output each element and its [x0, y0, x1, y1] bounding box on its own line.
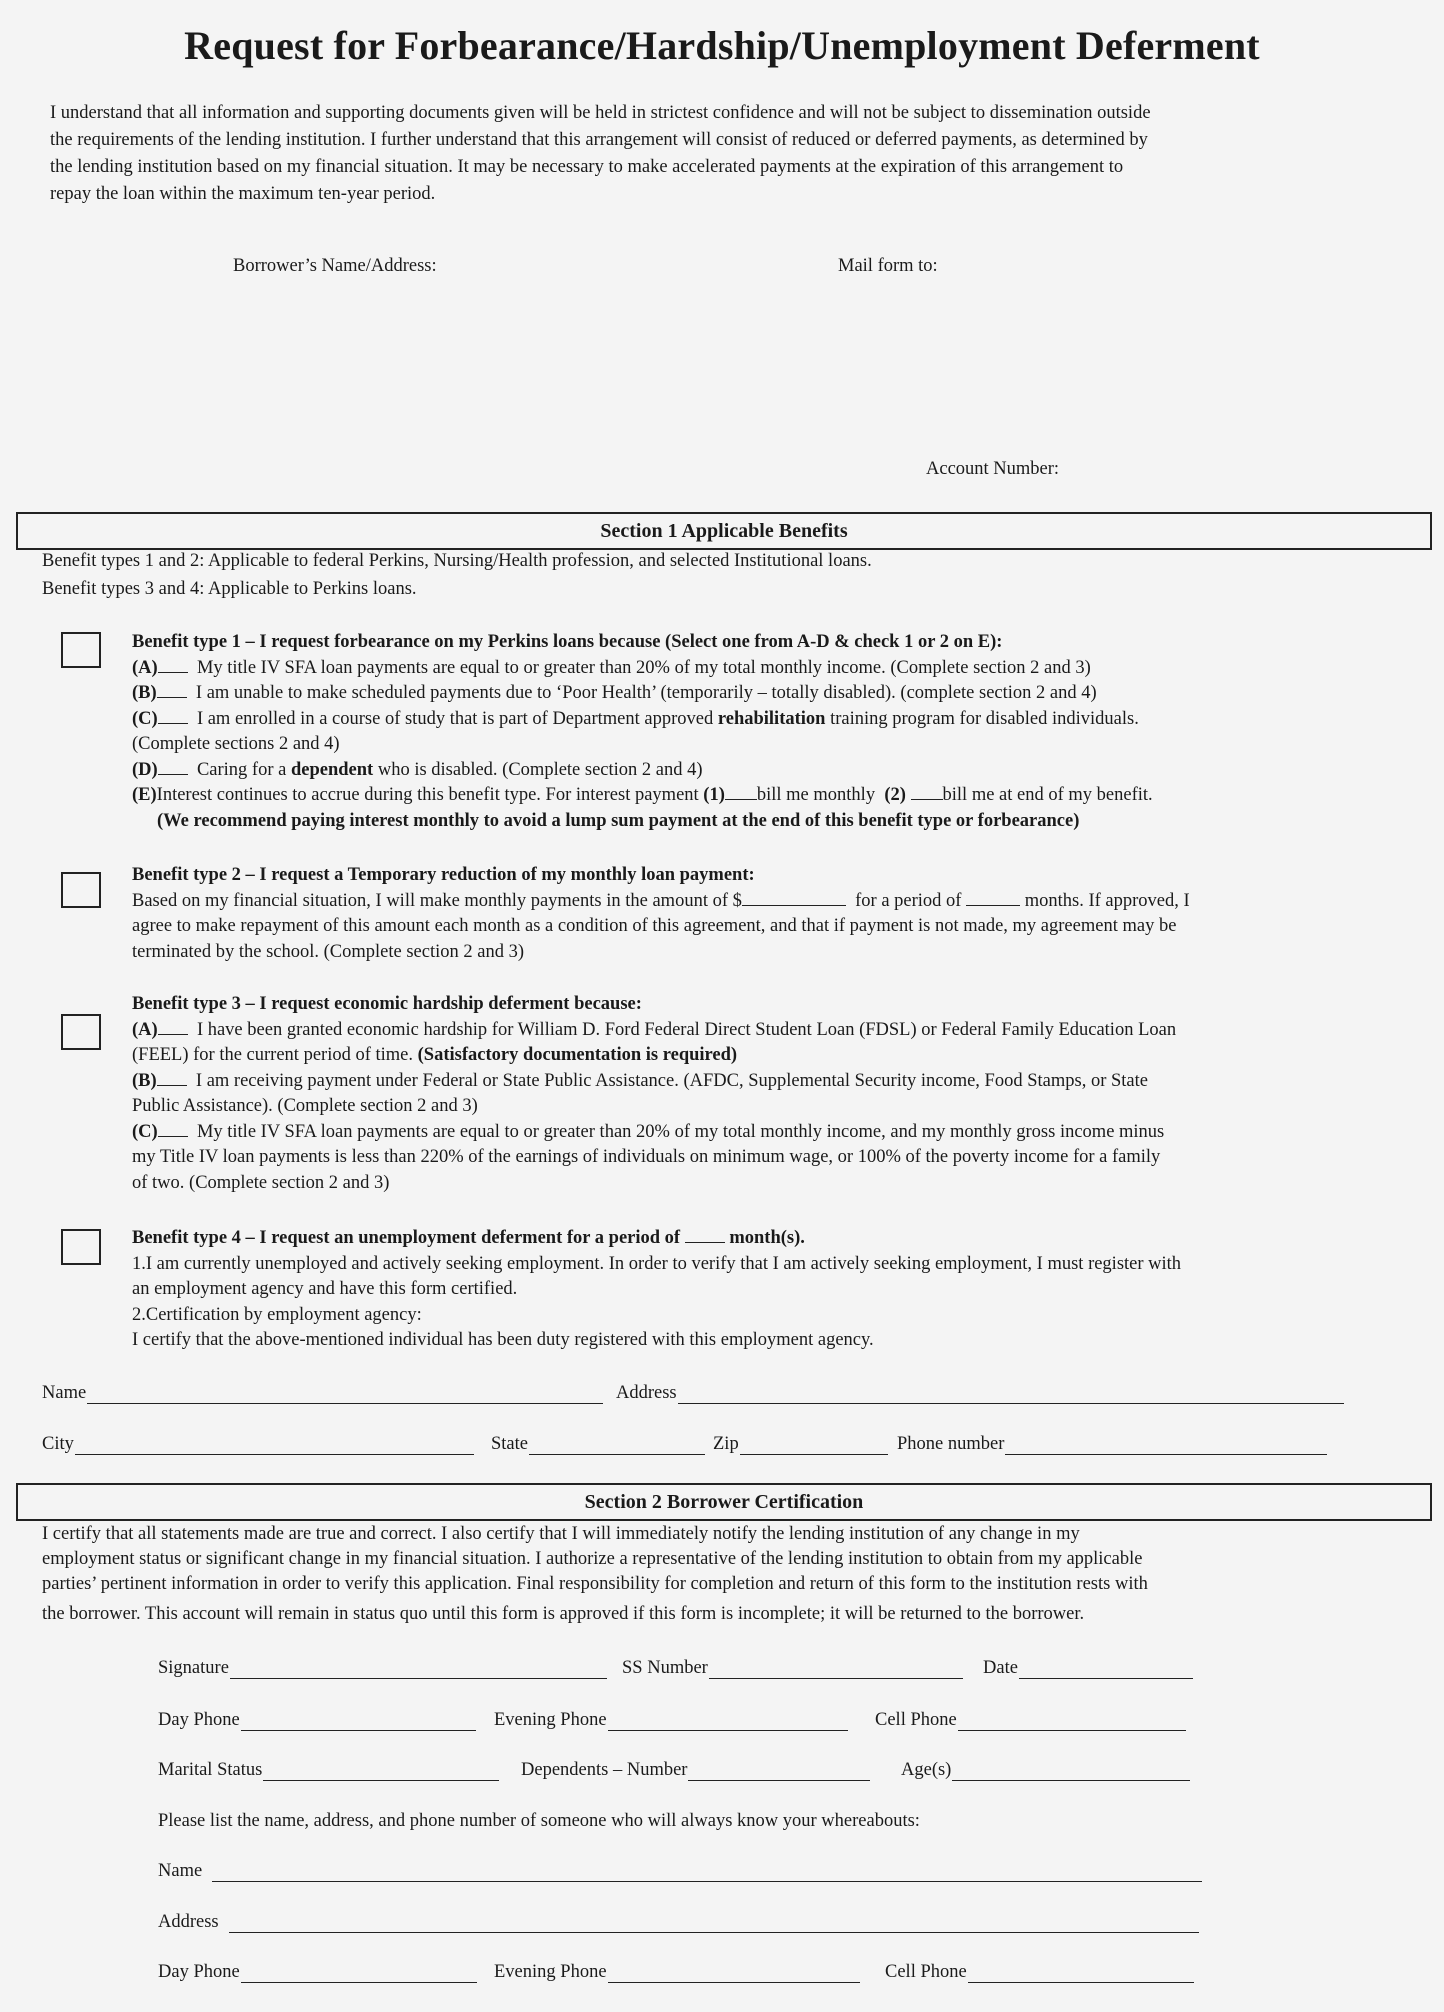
section1-header: [16, 512, 1432, 550]
intro-line: the requirements of the lending institution. I further understand that this arrangement will consist of reduced or deferred payments, as determined by: [50, 130, 1148, 150]
reference-evening-phone-line[interactable]: [608, 1966, 860, 1983]
hardship-a-bold: (Satisfactory documentation is required): [417, 1045, 738, 1065]
option-c-bold: rehabilitation: [717, 708, 826, 729]
agency-address-line[interactable]: [678, 1387, 1344, 1404]
benefit-3-heading: Benefit type 3 – I request economic hardship deferment because:: [132, 994, 642, 1014]
benefit-2-period-text: for a period of: [855, 890, 967, 911]
section2-line: I certify that all statements made are true and correct. I also certify that I will immediately notify the lending institution of any change in my: [42, 1524, 1080, 1544]
option-e-1-label: (1): [703, 785, 725, 805]
agency-state-field[interactable]: [491, 1434, 705, 1455]
agency-phone-label: Phone number: [897, 1434, 1005, 1454]
hardship-a-blank[interactable]: [158, 1018, 188, 1035]
cell-phone-label: Cell Phone: [875, 1710, 957, 1730]
benefit-type-2-checkbox[interactable]: [61, 872, 101, 908]
signature-line[interactable]: [230, 1662, 607, 1679]
option-a-text: My title IV SFA loan payments are equal to or greater than 20% of my total monthly income. (Complete section 2 and 3): [196, 657, 1091, 678]
dependents-field[interactable]: [521, 1760, 870, 1781]
hardship-b-label: (B): [132, 1070, 157, 1091]
dependents-line[interactable]: [688, 1764, 870, 1781]
date-line[interactable]: [1019, 1662, 1193, 1679]
benefit-2-text: Based on my financial situation, I will make monthly payments in the amount of $: [132, 890, 742, 911]
option-b-label: (B): [132, 683, 157, 703]
agency-state-label: State: [491, 1434, 528, 1454]
section2-line: employment status or significant change in my financial situation. I authorize a representative of the lending institution to obtain from my applicable: [42, 1549, 1143, 1569]
option-c-text: I am enrolled in a course of study that is part of Department approved: [196, 708, 718, 729]
option-c-text-3: (Complete sections 2 and 4): [132, 734, 340, 754]
date-field[interactable]: [983, 1658, 1193, 1679]
benefit-2-text-3: terminated by the school. (Complete section 2 and 3): [132, 941, 524, 962]
benefit-type-4-checkbox[interactable]: [61, 1229, 101, 1265]
section2-paragraph: [42, 1522, 1342, 1627]
reference-address-label: Address: [158, 1912, 219, 1932]
intro-line: I understand that all information and supporting documents given will be held in strictest confidence and will not be subject to dissemination outside: [50, 103, 1151, 123]
option-d-text: Caring for a: [196, 759, 291, 780]
option-e-2-label: (2): [884, 785, 906, 805]
hardship-c-label: (C): [132, 1121, 158, 1142]
evening-phone-field[interactable]: [494, 1710, 848, 1731]
benefit-type-4: [132, 1226, 1362, 1354]
option-d-text-2: who is disabled. (Complete section 2 and 4): [373, 759, 703, 780]
evening-phone-line[interactable]: [608, 1714, 848, 1731]
agency-name-field[interactable]: [42, 1383, 603, 1404]
section1-title: Section 1 Applicable Benefits: [600, 520, 848, 542]
borrower-name-address-label: Borrower’s Name/Address:: [233, 256, 437, 276]
cell-phone-field[interactable]: [875, 1710, 1186, 1731]
reference-cell-phone-line[interactable]: [968, 1966, 1194, 1983]
cell-phone-line[interactable]: [958, 1714, 1186, 1731]
unemployment-months-field[interactable]: [685, 1226, 725, 1243]
hardship-c-text-3: of two. (Complete section 2 and 3): [132, 1172, 390, 1193]
reference-day-phone-label: Day Phone: [158, 1962, 240, 1982]
intro-paragraph: [50, 100, 1350, 208]
reference-name-line[interactable]: [212, 1865, 1202, 1882]
reference-evening-phone-field[interactable]: [494, 1962, 860, 1983]
option-d-label: (D): [132, 759, 158, 780]
form-title: Request for Forbearance/Hardship/Unemployment Deferment: [184, 23, 1260, 68]
agency-name-line[interactable]: [87, 1387, 603, 1404]
benefit-type-2: [132, 863, 1362, 965]
agency-city-field[interactable]: [42, 1434, 474, 1455]
agency-city-line[interactable]: [75, 1438, 474, 1455]
account-number-label: Account Number:: [926, 459, 1060, 479]
hardship-b-blank[interactable]: [157, 1069, 187, 1086]
dependents-label: Dependents – Number: [521, 1760, 688, 1780]
ssn-label: SS Number: [622, 1658, 708, 1678]
section2-line: the borrower. This account will remain in status quo until this form is approved if this form is incomplete; it will be returned to the borrower.: [42, 1604, 1085, 1624]
intro-line: the lending institution based on my financial situation. It may be necessary to make accelerated payments at the expiration of this arrangement to: [50, 157, 1124, 177]
agency-phone-field[interactable]: [897, 1434, 1327, 1455]
reference-name-field[interactable]: [158, 1861, 1202, 1882]
option-c-text-2: training program for disabled individuals.: [825, 708, 1139, 729]
section2-header: [16, 1483, 1432, 1521]
hardship-a-text: I have been granted economic hardship for William D. Ford Federal Direct Student Loan (FDSL) or Federal Family Education Loan: [196, 1019, 1177, 1040]
benefit-4-heading: Benefit type 4 – I request an unemployment deferment for a period of: [132, 1228, 685, 1248]
option-d-blank[interactable]: [158, 758, 188, 775]
ages-label: Age(s): [901, 1760, 952, 1780]
agency-address-field[interactable]: [616, 1383, 1344, 1404]
agency-city-label: City: [42, 1434, 74, 1454]
hardship-c-text: My title IV SFA loan payments are equal to or greater than 20% of my total monthly income, and my monthly gross income minus: [196, 1121, 1165, 1142]
option-b-blank[interactable]: [157, 681, 187, 698]
benefit-1-heading: Benefit type 1 – I request forbearance on my Perkins loans because (Select one from A-D & check 1 or 2 on E):: [132, 632, 1003, 652]
hardship-a-text-2: (FEEL) for the current period of time.: [132, 1045, 418, 1065]
item-1-number: 1.: [132, 1253, 146, 1274]
option-d-bold: dependent: [290, 759, 374, 780]
item-2-number: 2.: [132, 1304, 146, 1325]
ssn-line[interactable]: [709, 1662, 963, 1679]
agency-zip-label: Zip: [713, 1434, 739, 1454]
agency-address-label: Address: [616, 1383, 677, 1403]
section2-line: parties’ pertinent information in order to verify this application. Final responsibility for completion and return of this form to the institution rests with: [42, 1574, 1148, 1594]
reference-address-field[interactable]: [158, 1912, 1199, 1933]
agency-certify-text: I certify that the above-mentioned individual has been duty registered with this employment agency.: [132, 1330, 874, 1350]
day-phone-line[interactable]: [241, 1714, 476, 1731]
section1-note-2: Benefit types 3 and 4: Applicable to Perkins loans.: [42, 579, 417, 599]
benefit-type-1: [132, 630, 1362, 834]
ssn-field[interactable]: [622, 1658, 963, 1679]
item-1-text-2: an employment agency and have this form certified.: [132, 1279, 518, 1299]
benefit-2-months-text: months. If approved, I: [1020, 890, 1190, 911]
option-e-1-blank[interactable]: [725, 783, 757, 800]
option-e-label: (E): [132, 785, 157, 805]
ages-line[interactable]: [952, 1764, 1190, 1781]
marital-status-label: Marital Status: [158, 1760, 263, 1780]
option-e-2-blank[interactable]: [911, 783, 943, 800]
day-phone-label: Day Phone: [158, 1710, 240, 1730]
whereabouts-instruction: Please list the name, address, and phone number of someone who will always know your whereabouts:: [158, 1811, 920, 1831]
hardship-b-text-2: Public Assistance). (Complete section 2 and 3): [132, 1096, 478, 1116]
option-b-text: I am unable to make scheduled payments due to ‘Poor Health’ (temporarily – totally disabled). (complete section 2 and 4): [195, 683, 1097, 703]
hardship-c-text-2: my Title IV loan payments is less than 220% of the earnings of individuals on minimum wage, or 100% of the poverty income for a family: [132, 1147, 1161, 1167]
ages-field[interactable]: [901, 1760, 1190, 1781]
option-c-label: (C): [132, 708, 158, 729]
evening-phone-label: Evening Phone: [494, 1710, 607, 1730]
benefit-2-heading: Benefit type 2 – I request a Temporary reduction of my monthly loan payment:: [132, 865, 755, 885]
day-phone-field[interactable]: [158, 1710, 476, 1731]
reference-day-phone-field[interactable]: [158, 1962, 477, 1983]
marital-status-field[interactable]: [158, 1760, 499, 1781]
section1-note-1: Benefit types 1 and 2: Applicable to federal Perkins, Nursing/Health profession, and selected Institutional loans.: [42, 551, 872, 571]
reference-evening-phone-label: Evening Phone: [494, 1962, 607, 1982]
hardship-c-blank[interactable]: [158, 1120, 188, 1137]
reference-cell-phone-label: Cell Phone: [885, 1962, 967, 1982]
option-a-label: (A): [132, 657, 158, 678]
reference-day-phone-line[interactable]: [241, 1966, 477, 1983]
reference-name-label: Name: [158, 1861, 203, 1881]
hardship-b-text: I am receiving payment under Federal or State Public Assistance. (AFDC, Supplemental Security income, Food Stamps, or State: [195, 1070, 1148, 1091]
agency-state-line[interactable]: [529, 1438, 705, 1455]
mail-form-to-label: Mail form to:: [838, 256, 938, 276]
payment-amount-field[interactable]: [742, 889, 846, 906]
benefit-4-heading-months: month(s).: [724, 1228, 805, 1248]
benefit-type-1-checkbox[interactable]: [61, 632, 101, 668]
benefit-type-3-checkbox[interactable]: [61, 1014, 101, 1050]
signature-label: Signature: [158, 1658, 229, 1678]
period-months-field[interactable]: [966, 889, 1020, 906]
option-c-blank[interactable]: [158, 707, 188, 724]
agency-name-label: Name: [42, 1383, 87, 1403]
option-a-blank[interactable]: [158, 656, 188, 673]
benefit-type-3: [132, 992, 1362, 1196]
option-e-2-text: bill me at end of my benefit.: [942, 785, 1153, 805]
reference-cell-phone-field[interactable]: [885, 1962, 1194, 1983]
option-e-text: Interest continues to accrue during this benefit type. For interest payment: [156, 785, 704, 805]
section2-title: Section 2 Borrower Certification: [584, 1491, 864, 1513]
marital-status-line[interactable]: [263, 1764, 499, 1781]
signature-field[interactable]: [158, 1658, 607, 1679]
reference-address-line[interactable]: [229, 1916, 1199, 1933]
item-2-text: Certification by employment agency:: [145, 1304, 422, 1325]
agency-phone-line[interactable]: [1005, 1438, 1327, 1455]
intro-line: repay the loan within the maximum ten-year period.: [50, 184, 436, 204]
item-1-text: I am currently unemployed and actively seeking employment. In order to verify that I am actively seeking employment, I must register with: [145, 1253, 1182, 1274]
benefit-2-text-2: agree to make repayment of this amount each month as a condition of this agreement, and that if payment is not made, my agreement may be: [132, 916, 1177, 936]
agency-zip-line[interactable]: [740, 1438, 888, 1455]
date-label: Date: [983, 1658, 1018, 1678]
interest-recommendation: (We recommend paying interest monthly to avoid a lump sum payment at the end of this benefit type or forbearance): [157, 810, 1080, 831]
hardship-a-label: (A): [132, 1019, 158, 1040]
option-e-1-text: bill me monthly: [756, 785, 880, 805]
agency-zip-field[interactable]: [713, 1434, 888, 1455]
